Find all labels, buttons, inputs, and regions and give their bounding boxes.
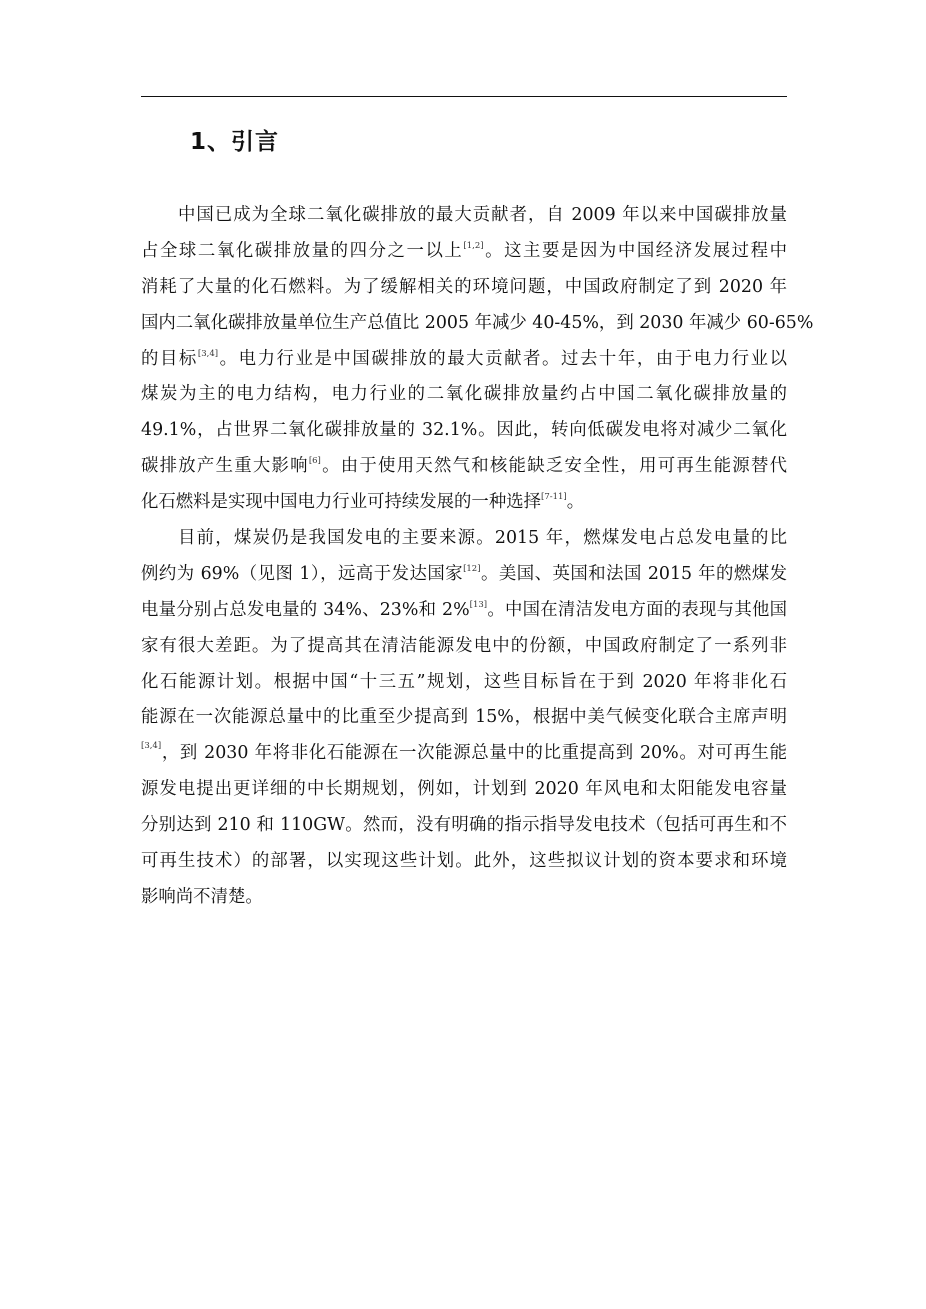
text-line: 占全球二氧化碳排放量的四分之一以上[1,2]。这主要是因为中国经济发展过程中 <box>141 240 787 261</box>
text-line: 煤炭为主的电力结构，电力行业的二氧化碳排放量约占中国二氧化碳排放量的 <box>141 384 787 405</box>
citation[interactable]: [6] <box>308 456 321 467</box>
citation[interactable]: [12] <box>463 563 481 574</box>
section-heading: 1、引言 <box>190 129 280 155</box>
paragraph-2 <box>141 521 787 916</box>
text-line: 碳排放产生重大影响[6]。由于使用天然气和核能缺乏安全性，用可再生能源替代 <box>141 456 787 477</box>
citation[interactable]: [1,2] <box>463 240 484 251</box>
text-line: 电量分别占总发电量的 34%、23%和 2%[13]。中国在清洁发电方面的表现与其他国 <box>141 599 787 620</box>
paragraph-1 <box>141 198 814 521</box>
text-line: 国内二氧化碳排放量单位生产总值比 2005 年减少 40-45%，到 2030 年减少 60-65% <box>141 312 814 333</box>
citation[interactable]: [7-11] <box>541 492 567 503</box>
text-line: 家有很大差距。为了提高其在清洁能源发电中的份额，中国政府制定了一系列非 <box>141 635 787 656</box>
text-line: 目前，煤炭仍是我国发电的主要来源。2015 年，燃煤发电占总发电量的比 <box>178 528 787 549</box>
citation[interactable]: [3,4] <box>141 741 162 752</box>
citation[interactable]: [3,4] <box>197 348 219 359</box>
text-line: 消耗了大量的化石燃料。为了缓解相关的环境问题，中国政府制定了到 2020 年 <box>141 276 787 297</box>
text-line: 可再生技术）的部署，以实现这些计划。此外，这些拟议计划的资本要求和环境 <box>141 851 787 872</box>
body-text <box>141 198 814 916</box>
text-line: 化石燃料是实现中国电力行业可持续发展的一种选择[7-11]。 <box>141 492 585 513</box>
text-line: 中国已成为全球二氧化碳排放的最大贡献者，自 2009 年以来中国碳排放量 <box>178 205 787 225</box>
text-line: 49.1%，占世界二氧化碳排放量的 32.1%。因此，转向低碳发电将对减少二氧化 <box>141 420 787 441</box>
text-line: 化石能源计划。根据中国“十三五”规划，这些目标旨在于到 2020 年将非化石 <box>141 671 787 692</box>
citation[interactable]: [13] <box>469 599 488 610</box>
text-line: 能源在一次能源总量中的比重至少提高到 15%，根据中美气候变化联合主席声明 <box>141 707 787 728</box>
text-line: 影响尚不清楚。 <box>141 886 263 907</box>
text-line: 源发电提出更详细的中长期规划，例如，计划到 2020 年风电和太阳能发电容量 <box>141 779 787 800</box>
text-line: 例约为 69%（见图 1），远高于发达国家[12]。美国、英国和法国 2015 年的燃煤发 <box>141 563 787 584</box>
text-line: [3,4]，到 2030 年将非化石能源在一次能源总量中的比重提高到 20%。对可再生能 <box>141 741 787 764</box>
header-rule <box>141 96 787 97</box>
text-line: 分别达到 210 和 110GW。然而，没有明确的指示指导发电技术（包括可再生和不 <box>141 815 787 836</box>
text-line: 的目标[3,4]。电力行业是中国碳排放的最大贡献者。过去十年，由于电力行业以 <box>141 348 787 369</box>
